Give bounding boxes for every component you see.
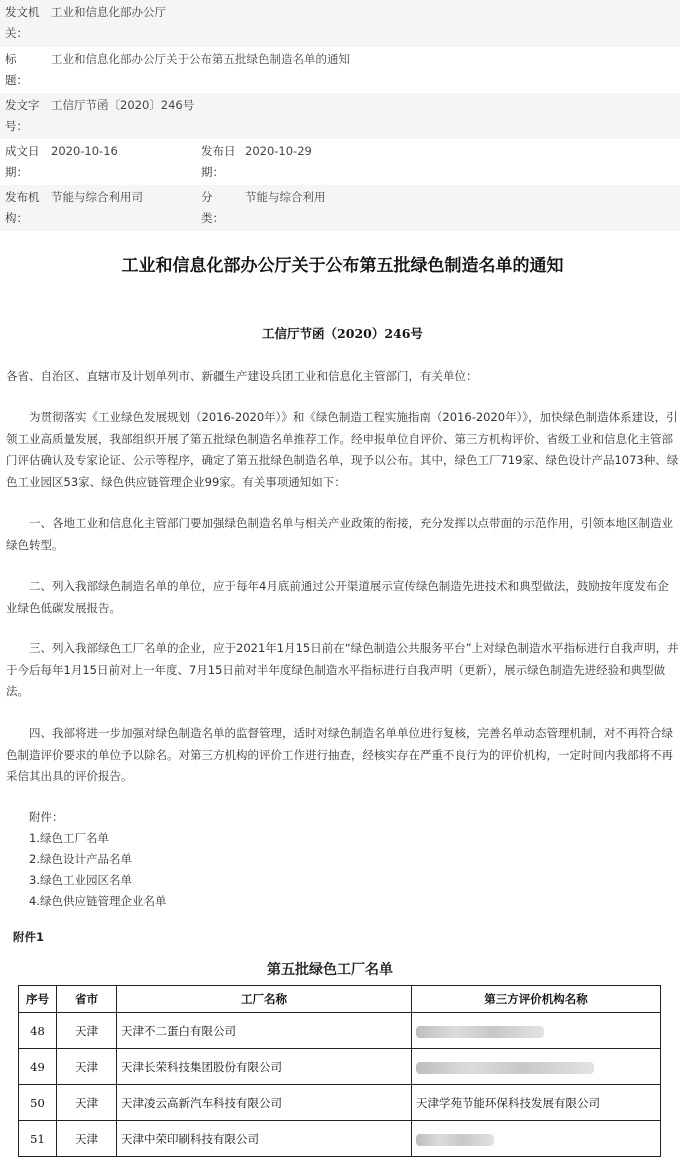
- row-no: 48: [19, 1013, 57, 1049]
- header-factory: 工厂名称: [117, 986, 412, 1013]
- annex-label: 附件1: [13, 930, 45, 944]
- attachment-link-4[interactable]: 4.绿色供应链管理企业名单: [29, 894, 167, 908]
- attachment-link-2[interactable]: 2.绿色设计产品名单: [29, 852, 132, 866]
- title-label: 标 题：: [0, 47, 46, 93]
- row-evaluator-redacted: [412, 1049, 661, 1085]
- meta-row-title: [0, 47, 680, 93]
- category-value: 节能与综合利用: [240, 185, 680, 231]
- header-province: 省市: [57, 986, 117, 1013]
- row-evaluator-redacted: [412, 1121, 661, 1157]
- header-no: 序号: [19, 986, 57, 1013]
- table-row: [19, 1013, 661, 1049]
- redaction-blur: [416, 1134, 494, 1146]
- factory-list-title: 第五批绿色工厂名单: [267, 962, 393, 978]
- row-no: 49: [19, 1049, 57, 1085]
- issuer-value: 工业和信息化部办公厅: [46, 0, 680, 47]
- published-value: 2020-10-29: [240, 139, 680, 185]
- paragraph-item-2: 二、列入我部绿色制造名单的单位，应于每年4月底前通过公开渠道展示宣传绿色制造先进技术和典型做法，鼓励按年度发布企业绿色低碳发展报告。: [6, 579, 669, 615]
- document-number: 工信厅节函（2020）246号: [262, 326, 423, 341]
- attachment-link-1[interactable]: 1.绿色工厂名单: [29, 831, 109, 845]
- meta-row-doc-no: [0, 93, 680, 139]
- table-header-row: [19, 986, 661, 1013]
- row-no: 51: [19, 1121, 57, 1157]
- row-province: 天津: [57, 1013, 117, 1049]
- issuer-label: 发文机关：: [0, 0, 46, 47]
- doc-no-value: 工信厅节函〔2020〕246号: [46, 93, 680, 139]
- published-label: 发布日期：: [196, 139, 240, 185]
- redaction-blur: [416, 1026, 544, 1038]
- title-value: 工业和信息化部办公厅关于公布第五批绿色制造名单的通知: [46, 47, 680, 93]
- created-value: 2020-10-16: [46, 139, 196, 185]
- row-factory: 天津凌云高新汽车科技有限公司: [117, 1085, 412, 1121]
- meta-row-issuer: [0, 0, 680, 47]
- paragraph-item-3: 三、列入我部绿色工厂名单的企业，应于2021年1月15日前在“绿色制造公共服务平台”上对绿色制造水平指标进行自我声明，并于今后每年1月15日前对上一年度、7月15日前对半年度绿色制造水平指标进行自我声明（更新），展示绿色制造先进经验和典型做法。: [6, 641, 679, 698]
- row-factory: 天津长荣科技集团股份有限公司: [117, 1049, 412, 1085]
- table-row: [19, 1085, 661, 1121]
- row-province: 天津: [57, 1049, 117, 1085]
- header-evaluator: 第三方评价机构名称: [412, 986, 661, 1013]
- salutation: 各省、自治区、直辖市及计划单列市、新疆生产建设兵团工业和信息化主管部门，有关单位：: [6, 369, 478, 383]
- table-row: [19, 1049, 661, 1085]
- paragraph-item-1: 一、各地工业和信息化主管部门要加强绿色制造名单与相关产业政策的衔接，充分发挥以点带面的示范作用，引领本地区制造业绿色转型。: [6, 516, 673, 552]
- row-factory: 天津中荣印刷科技有限公司: [117, 1121, 412, 1157]
- meta-row-dates: [0, 139, 680, 185]
- redaction-blur: [416, 1062, 594, 1074]
- row-province: 天津: [57, 1085, 117, 1121]
- doc-no-label: 发文字号：: [0, 93, 46, 139]
- row-evaluator: 天津学苑节能环保科技发展有限公司: [412, 1085, 661, 1121]
- table-row: [19, 1121, 661, 1157]
- category-label: 分 类：: [196, 185, 240, 231]
- document-title: 工业和信息化部办公厅关于公布第五批绿色制造名单的通知: [121, 256, 564, 276]
- attachments-label: 附件：: [29, 810, 64, 824]
- factory-list-table: [18, 985, 661, 1157]
- row-evaluator-redacted: [412, 1013, 661, 1049]
- row-no: 50: [19, 1085, 57, 1121]
- meta-row-publisher: [0, 185, 680, 231]
- attachment-link-3[interactable]: 3.绿色工业园区名单: [29, 873, 132, 887]
- document-meta-table: [0, 0, 680, 231]
- created-label: 成文日期：: [0, 139, 46, 185]
- paragraph-item-4: 四、我部将进一步加强对绿色制造名单的监督管理，适时对绿色制造名单单位进行复核，完善名单动态管理机制，对不再符合绿色制造评价要求的单位予以除名。对第三方机构的评价工作进行抽查，经核实存在严重不良行为的评价机构，一定时间内我部将不再采信其出具的评价报告。: [6, 726, 673, 783]
- row-factory: 天津不二蛋白有限公司: [117, 1013, 412, 1049]
- publisher-value: 节能与综合利用司: [46, 185, 196, 231]
- publisher-label: 发布机构：: [0, 185, 46, 231]
- row-province: 天津: [57, 1121, 117, 1157]
- paragraph-intro: 为贯彻落实《工业绿色发展规划（2016-2020年）》和《绿色制造工程实施指南（2016-2020年）》，加快绿色制造体系建设，引领工业高质量发展，我部组织开展了第五批绿色制造名单推荐工作。经申报单位自评价、第三方机构评价、省级工业和信息化主管部门评估确认及专家论证、公示等程序，确定了第五批绿色制造名单，现予以公布。其中，绿色工厂719家、绿色设计产品1073种、绿色工业园区53家、绿色供应链管理企业99家。有关事项通知如下：: [6, 410, 679, 489]
